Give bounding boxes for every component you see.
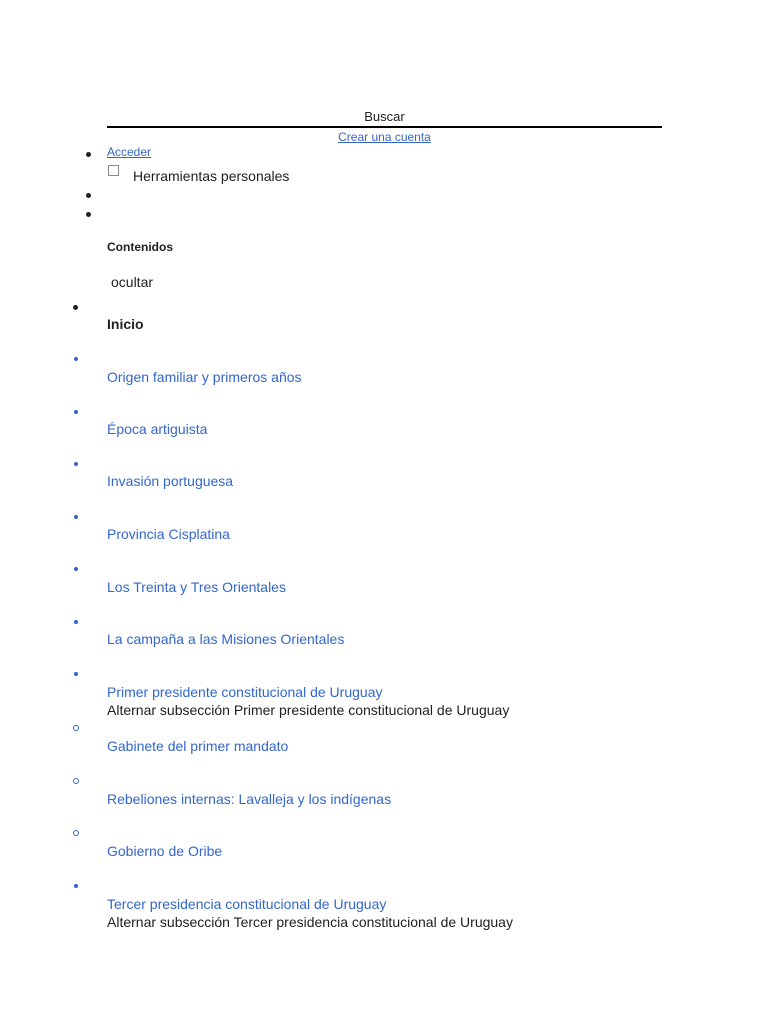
toc-item-tercer-presidencia[interactable]: Tercer presidencia constitucional de Uruguay (107, 896, 387, 912)
toc-bullet-icon (74, 357, 78, 361)
toc-item-gabinete[interactable]: Gabinete del primer mandato (107, 738, 289, 754)
toc-bullet-icon (74, 515, 78, 519)
search-label[interactable]: Buscar (364, 109, 405, 124)
bullet-icon (86, 152, 91, 157)
create-account-link[interactable]: Crear una cuenta (338, 130, 431, 144)
toc-hide-button[interactable]: ocultar (111, 274, 154, 290)
login-link[interactable]: Acceder (107, 145, 152, 159)
toc-subbullet-icon (73, 830, 79, 836)
toc-item-primer-presidente[interactable]: Primer presidente constitucional de Uruguay (107, 684, 383, 700)
search-underline (107, 126, 662, 128)
toc-subbullet-icon (73, 778, 79, 784)
toc-item-treinta-y-tres[interactable]: Los Treinta y Tres Orientales (107, 579, 286, 595)
toc-item-oribe[interactable]: Gobierno de Oribe (107, 843, 223, 859)
toc-bullet-icon (74, 620, 78, 624)
toc-subbullet-icon (73, 725, 79, 731)
toc-item-invasion[interactable]: Invasión portuguesa (107, 473, 234, 489)
personal-tools-checkbox[interactable] (108, 165, 119, 176)
bullet-icon (86, 193, 91, 198)
toc-item-origen[interactable]: Origen familiar y primeros años (107, 369, 302, 385)
toc-bullet-icon (73, 305, 78, 310)
toc-bullet-icon (74, 462, 78, 466)
toc-item-misiones[interactable]: La campaña a las Misiones Orientales (107, 631, 345, 647)
toc-bullet-icon (74, 410, 78, 414)
toc-item-rebeliones[interactable]: Rebeliones internas: Lavalleja y los indígenas (107, 791, 392, 807)
bullet-icon (86, 212, 91, 217)
toc-item-inicio[interactable]: Inicio (107, 316, 144, 332)
toc-item-cisplatina[interactable]: Provincia Cisplatina (107, 526, 230, 542)
toc-item-epoca[interactable]: Época artiguista (107, 421, 208, 437)
personal-tools-label: Herramientas personales (133, 168, 290, 184)
toc-bullet-icon (74, 567, 78, 571)
toc-bullet-icon (74, 672, 78, 676)
toc-toggle-tercer-presidencia[interactable]: Alternar subsección Tercer presidencia constitucional de Uruguay (107, 914, 513, 930)
toc-title: Contenidos (107, 240, 173, 254)
toc-bullet-icon (74, 884, 78, 888)
toc-toggle-primer-presidente[interactable]: Alternar subsección Primer presidente constitucional de Uruguay (107, 702, 510, 718)
